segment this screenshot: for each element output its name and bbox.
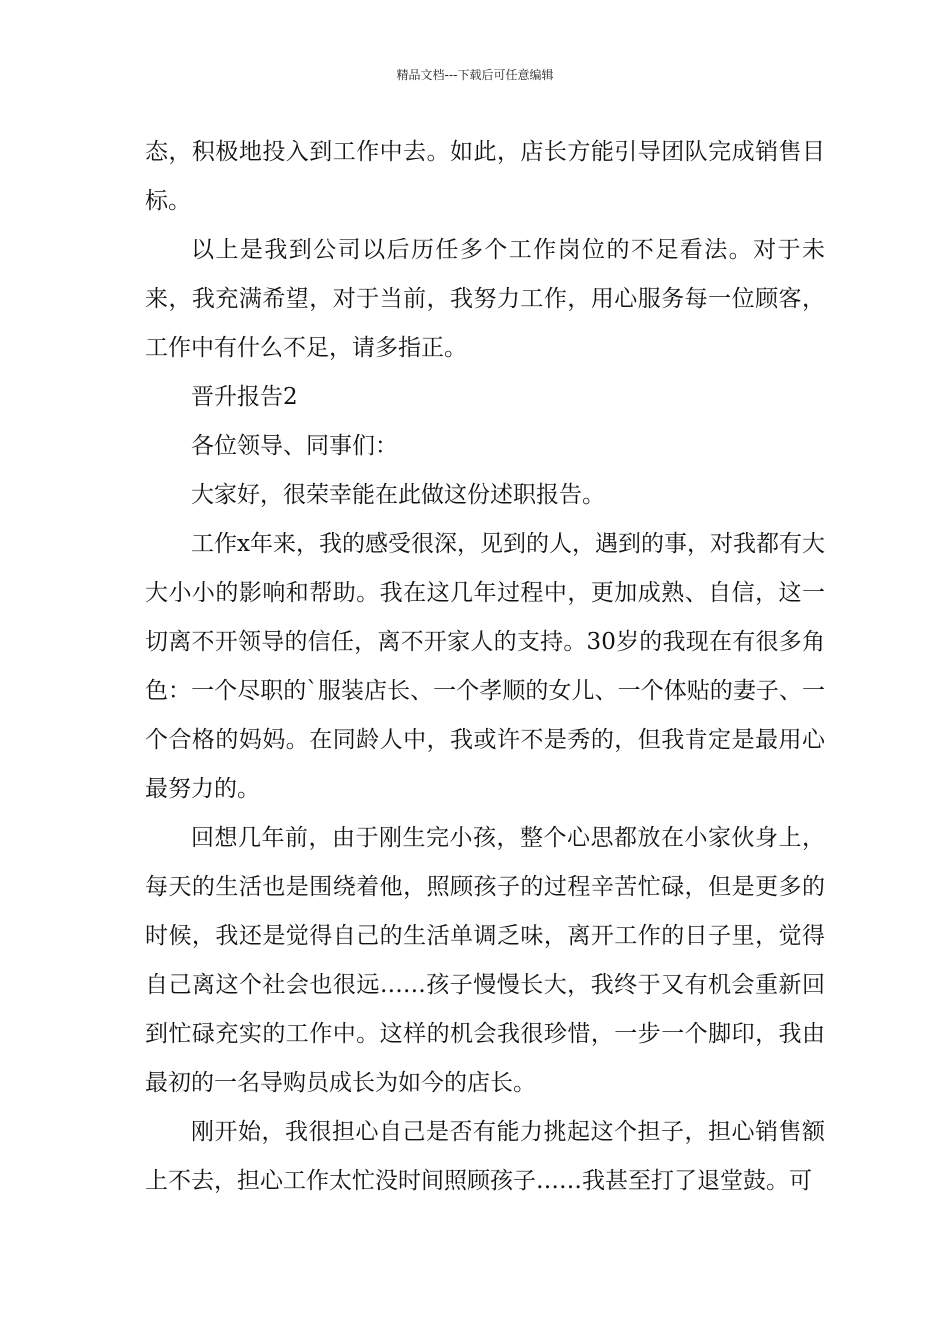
section-title: 晋升报告2 <box>191 384 298 410</box>
greeting-paragraph: 大家好，很荣幸能在此做这份述职报告。 <box>191 482 605 508</box>
paragraph-beginning: 刚开始，我很担心自己是否有能力挑起这个担子，担心销售额上不去，担心工作太忙没时间照顾孩子……我甚至打了退堂鼓。可 <box>145 1119 825 1194</box>
paragraph-continuation: 态，积极地投入到工作中去。如此，店长方能引导团队完成销售目标。 <box>145 139 825 214</box>
salutation: 各位领导、同事们： <box>191 433 398 459</box>
document-body <box>145 128 825 1206</box>
paragraph-closing-remarks: 以上是我到公司以后历任多个工作岗位的不足看法。对于未来，我充满希望，对于当前，我努力工作，用心服务每一位顾客，工作中有什么不足，请多指正。 <box>145 237 825 361</box>
paragraph-work-experience: 工作x年来，我的感受很深，见到的人，遇到的事，对我都有大大小小的影响和帮助。我在这几年过程中，更加成熟、自信，这一切离不开领导的信任，离不开家人的支持。30岁的我现在有很多角色：一个尽职的`服装店长、一个孝顺的女儿、一个体贴的妻子、一个合格的妈妈。在同龄人中，我或许不是秀的，但我肯定是最用心最努力的。 <box>145 531 825 802</box>
paragraph-recollection: 回想几年前，由于刚生完小孩，整个心思都放在小家伙身上，每天的生活也是围绕着他，照顾孩子的过程辛苦忙碌，但是更多的时候，我还是觉得自己的生活单调乏味，离开工作的日子里，觉得自己离这个社会也很远……孩子慢慢长大，我终于又有机会重新回到忙碌充实的工作中。这样的机会我很珍惜，一步一个脚印，我由最初的一名导购员成长为如今的店长。 <box>145 825 825 1096</box>
page-header: 精品文档---下载后可任意编辑 <box>396 68 554 82</box>
